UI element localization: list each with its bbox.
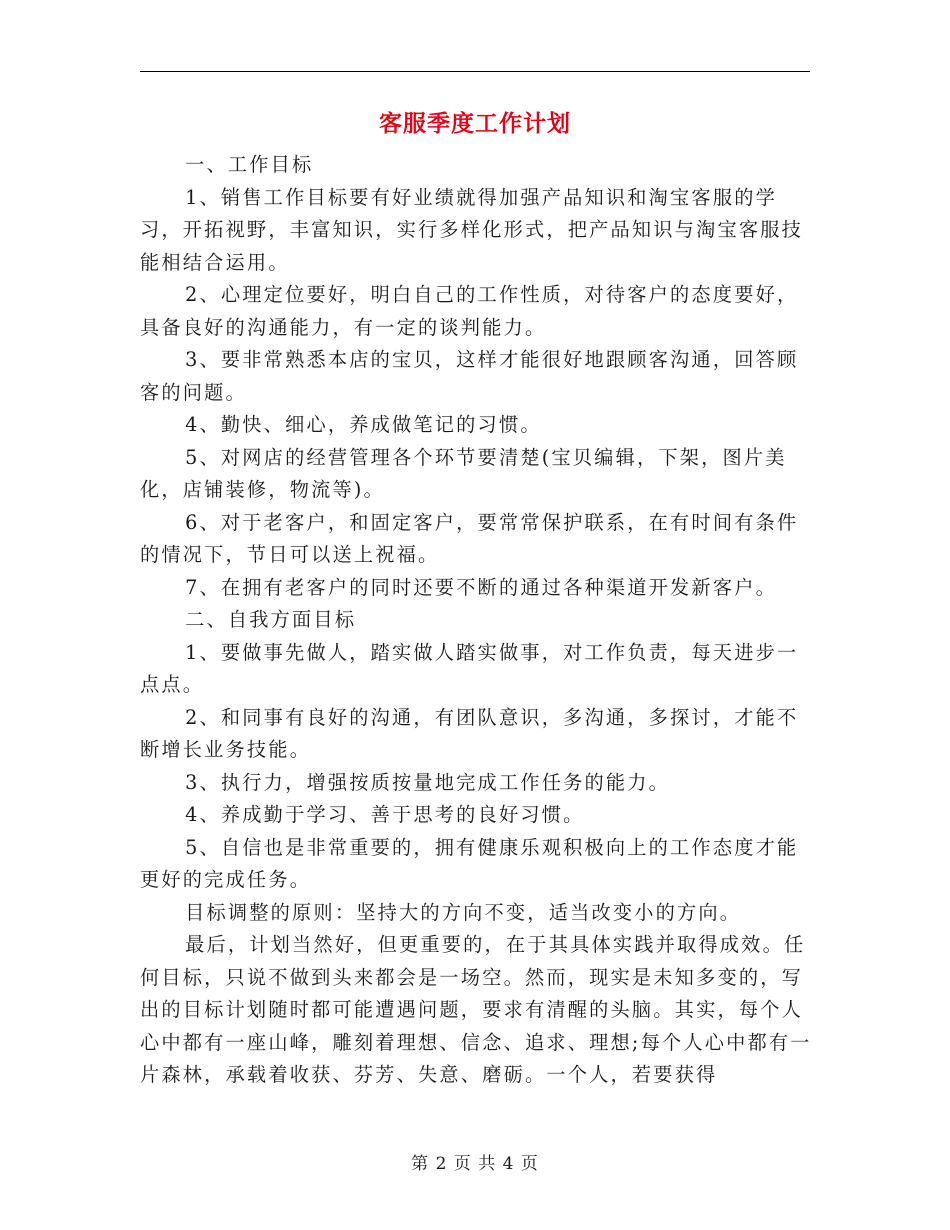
paragraph: 最后，计划当然好，但更重要的，在于其具体实践并取得成效。任何目标，只说不做到头来都会是一场空。然而，现实是未知多变的，写出的目标计划随时都可能遭遇问题，要求有清醒的头脑。其实，每个人心中都有一座山峰，雕刻着理想、信念、追求、理想;每个人心中都有一片森林，承载着收获、芬芳、失意、磨砺。一个人，若要获得: [140, 933, 812, 1086]
header-rule: [140, 71, 810, 72]
section-heading-self: 二、自我方面目标: [185, 608, 357, 631]
page-title: 客服季度工作计划: [379, 110, 571, 137]
paragraph: 3、执行力，增强按质按量地完成工作任务的能力。: [185, 770, 671, 794]
paragraph: 4、勤快、细心，养成做笔记的习惯。: [185, 413, 542, 436]
paragraph: 7、在拥有老客户的同时还要不断的通过各种渠道开发新客户。: [185, 575, 777, 599]
paragraph: 2、和同事有良好的沟通，有团队意识，多沟通，多探讨，才能不断增长业务技能。: [140, 705, 799, 761]
paragraph: 4、养成勤于学习、善于思考的良好习惯。: [185, 803, 585, 826]
body-text: [140, 149, 812, 1092]
page-footer: 第 2 页 共 4 页: [411, 1154, 539, 1174]
paragraph: 目标调整的原则：坚持大的方向不变，适当改变小的方向。: [185, 900, 742, 924]
section-heading-goals: 一、工作目标: [185, 153, 314, 176]
paragraph: 5、对网店的经营管理各个环节要清楚(宝贝编辑，下架，图片美化，店铺装修，物流等)。: [140, 445, 787, 501]
paragraph: 6、对于老客户，和固定客户，要常常保护联系，在有时间有条件的情况下，节日可以送上祝福。: [140, 510, 799, 566]
paragraph: 1、要做事先做人，踏实做人踏实做事，对工作负责，每天进步一点点。: [140, 640, 799, 696]
paragraph: 3、要非常熟悉本店的宝贝，这样才能很好地跟顾客沟通，回答顾客的问题。: [140, 348, 799, 404]
paragraph: 5、自信也是非常重要的，拥有健康乐观积极向上的工作态度才能更好的完成任务。: [140, 835, 799, 891]
paragraph: 1、销售工作目标要有好业绩就得加强产品知识和淘宝客服的学习，开拓视野，丰富知识，实行多样化形式，把产品知识与淘宝客服技能相结合运用。: [140, 185, 804, 274]
paragraph: 2、心理定位要好，明白自己的工作性质，对待客户的态度要好，具备良好的沟通能力，有一定的谈判能力。: [140, 283, 799, 339]
